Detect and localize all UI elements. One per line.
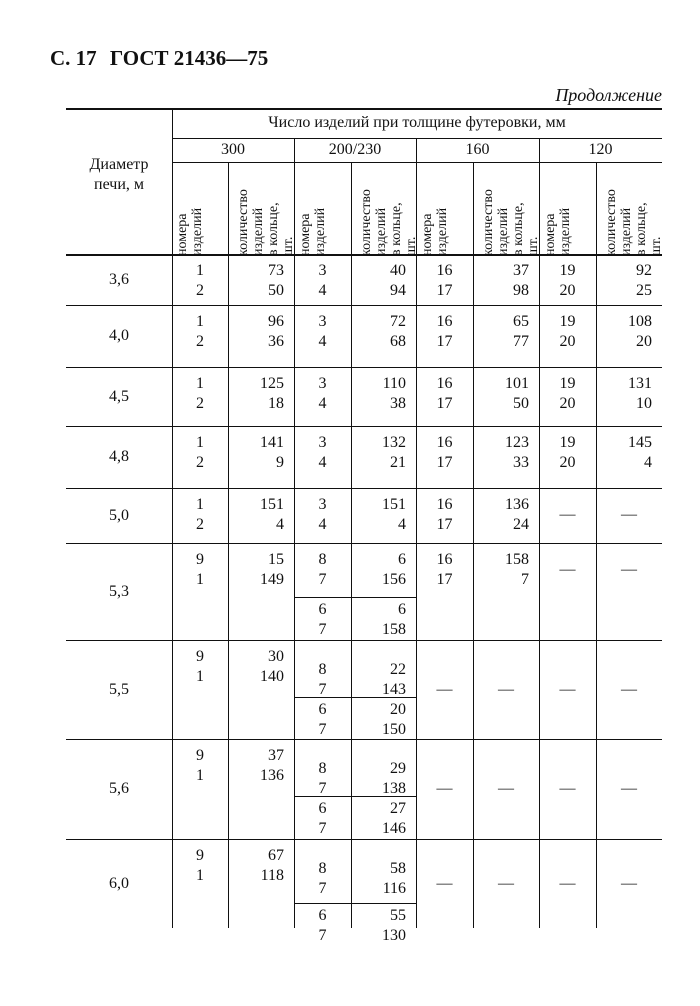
cell-200-numbers-line-2: 4 <box>318 454 327 471</box>
column-header-line: номера <box>175 213 190 256</box>
cell-160-counts-line-1: 158 <box>505 551 529 568</box>
cell-160-counts-line-2: 50 <box>513 395 529 412</box>
column-header-item-numbers <box>543 160 593 256</box>
cell-200-alt-numbers-line-2: 7 <box>318 927 327 944</box>
cell-120-numbers-line-2: 20 <box>559 454 576 471</box>
column-header-line: изделий <box>619 207 634 256</box>
cell-200-numbers-line-2: 4 <box>318 516 327 533</box>
cell-300-numbers-line-1: 1 <box>196 262 204 279</box>
sub-row-separator <box>294 697 416 698</box>
cell-300-counts-line-1: 67 <box>268 847 284 864</box>
page-header <box>50 46 268 71</box>
cell-300-counts-line-1: 151 <box>260 496 284 513</box>
thickness-header-200-230: 200/230 <box>328 141 382 158</box>
cell-120-numbers-line-2: 20 <box>559 333 576 350</box>
diameter-5-3: 5,3 <box>109 582 129 600</box>
empty-cell-dash: — <box>559 506 576 523</box>
cell-300-counts-line-2: 18 <box>268 395 284 412</box>
cell-300-counts-line-2: 36 <box>268 333 284 350</box>
cell-200-alt-numbers-line-1: 6 <box>318 907 327 924</box>
cell-200-numbers-line-2: 4 <box>318 282 327 299</box>
empty-cell-dash: — <box>498 680 514 698</box>
cell-200-counts-line-2: 21 <box>390 454 406 471</box>
column-header-line: шт. <box>281 236 296 256</box>
cell-120-counts-line-2: 4 <box>644 454 652 471</box>
thickness-header-160: 160 <box>465 141 490 158</box>
table-top-rule <box>66 108 662 110</box>
cell-200-numbers-line-1: 3 <box>318 434 327 451</box>
cell-300-numbers-line-1: 9 <box>196 747 204 764</box>
cell-200-alt-counts-line-2: 158 <box>382 621 406 638</box>
cell-300-numbers-line-2: 1 <box>196 767 204 784</box>
cell-160-numbers-line-2: 17 <box>436 516 453 533</box>
cell-200-numbers-line-2: 7 <box>318 571 327 588</box>
cell-200-numbers-line-1: 3 <box>318 262 327 279</box>
cell-200-alt-counts-line-1: 20 <box>390 701 406 718</box>
cell-200-numbers-line-1: 8 <box>318 661 327 678</box>
column-header-line: изделий <box>251 207 266 256</box>
empty-cell-dash: — <box>436 874 453 892</box>
cell-200-alt-counts-line-2: 146 <box>382 820 406 837</box>
cell-300-counts-line-1: 30 <box>268 648 284 665</box>
column-header-line: изделий <box>373 207 389 256</box>
cell-120-counts-line-2: 25 <box>636 282 652 299</box>
cell-120-numbers-line-1: 19 <box>559 313 576 330</box>
diameter-4-8: 4,8 <box>109 448 129 465</box>
cell-300-counts-line-2: 4 <box>276 516 284 533</box>
cell-120-numbers-line-1: 19 <box>559 434 576 451</box>
continuation-label: Продолжение <box>555 85 662 105</box>
cell-200-numbers-line-2: 7 <box>318 780 327 797</box>
cell-200-numbers-line-2: 4 <box>318 395 327 412</box>
cell-160-numbers-line-1: 16 <box>436 262 453 279</box>
empty-cell-dash: — <box>559 874 576 892</box>
standard-code: ГОСТ 21436—75 <box>109 46 269 70</box>
cell-160-numbers-line-1: 16 <box>436 375 453 392</box>
column-header-item-numbers <box>175 160 225 256</box>
cell-160-numbers-line-2: 17 <box>436 395 453 412</box>
cell-300-counts-line-2: 149 <box>260 571 284 588</box>
diameter-4-0: 4,0 <box>109 327 129 344</box>
cell-200-alt-numbers-line-1: 6 <box>318 800 327 817</box>
cell-160-counts-line-1: 123 <box>505 434 529 451</box>
cell-200-numbers-line-2: 4 <box>318 333 327 350</box>
cell-200-numbers-line-2: 7 <box>318 681 327 698</box>
column-header-line: номера <box>419 213 435 256</box>
cell-160-numbers-line-2: 17 <box>436 333 453 350</box>
cell-300-numbers-line-1: 1 <box>196 496 204 513</box>
cell-200-counts-line-1: 132 <box>382 434 406 451</box>
column-header-line: изделий <box>312 207 328 256</box>
cell-160-numbers-line-1: 16 <box>436 313 453 330</box>
column-header-item-numbers <box>420 160 470 256</box>
cell-300-counts-line-2: 136 <box>260 767 284 784</box>
cell-200-counts-line-1: 110 <box>382 375 406 392</box>
cell-200-counts-line-2: 68 <box>390 333 406 350</box>
cell-200-alt-counts-line-2: 130 <box>382 927 406 944</box>
empty-cell-dash: — <box>559 680 576 698</box>
cell-300-numbers-line-2: 2 <box>196 282 204 299</box>
cell-300-numbers-line-1: 9 <box>196 648 204 665</box>
diameter-5-5: 5,5 <box>109 680 129 698</box>
empty-cell-dash: — <box>436 680 453 698</box>
empty-cell-dash: — <box>621 506 637 523</box>
cell-200-counts-line-1: 72 <box>390 313 406 330</box>
cell-200-counts-line-1: 58 <box>390 860 406 877</box>
cell-200-counts-line-2: 138 <box>382 780 406 797</box>
cell-160-numbers-line-2: 17 <box>436 454 453 471</box>
row-separator <box>66 367 662 368</box>
cell-300-numbers-line-2: 1 <box>196 867 204 884</box>
cell-160-counts-line-2: 98 <box>513 282 529 299</box>
column-header-item-count <box>481 160 541 256</box>
cell-200-numbers-line-1: 3 <box>318 375 327 392</box>
cell-200-counts-line-1: 29 <box>390 760 406 777</box>
cell-200-numbers-line-1: 3 <box>318 313 327 330</box>
column-header-line: изделий <box>190 207 205 256</box>
cell-300-numbers-line-2: 2 <box>196 333 204 350</box>
column-header-item-count <box>236 160 296 256</box>
diameter-header-line-2: печи, м <box>94 176 144 193</box>
cell-160-numbers-line-1: 16 <box>436 551 453 568</box>
cell-120-counts-line-2: 20 <box>636 333 652 350</box>
col-divider <box>539 138 540 928</box>
cell-120-numbers-line-2: 20 <box>559 282 576 299</box>
column-header-line: изделий <box>496 207 511 256</box>
sub-row-separator <box>294 597 416 598</box>
cell-300-counts-line-1: 96 <box>268 313 284 330</box>
cell-200-alt-numbers-line-2: 7 <box>318 621 327 638</box>
diameter-header-line-1: Диаметр <box>89 156 149 173</box>
empty-cell-dash: — <box>621 780 637 797</box>
cell-120-counts-line-2: 10 <box>636 395 652 412</box>
empty-cell-dash: — <box>498 780 514 797</box>
empty-cell-dash: — <box>559 780 576 797</box>
column-header-line: в кольце, <box>634 202 649 256</box>
cell-300-counts-line-2: 140 <box>260 668 284 685</box>
cell-120-counts-line-1: 92 <box>636 262 652 279</box>
column-header-line: в кольце, <box>388 202 404 256</box>
cell-300-numbers-line-1: 1 <box>196 375 204 392</box>
thickness-header-120: 120 <box>588 141 613 158</box>
cell-160-numbers-line-1: 16 <box>436 434 453 451</box>
cell-200-counts-line-2: 143 <box>382 681 406 698</box>
column-header-item-numbers <box>298 160 348 256</box>
column-header-item-count <box>604 160 664 256</box>
cell-300-numbers-line-2: 2 <box>196 454 204 471</box>
cell-200-counts-line-1: 6 <box>398 551 406 568</box>
cell-300-counts-line-1: 125 <box>260 375 284 392</box>
cell-300-numbers-line-2: 2 <box>196 395 204 412</box>
sub-row-separator <box>294 796 416 797</box>
data-table <box>66 108 664 944</box>
page-number: С. 17 <box>50 46 97 70</box>
column-header-line: номера <box>297 213 313 256</box>
cell-160-counts-line-2: 33 <box>513 454 529 471</box>
column-header-line: количество <box>604 189 619 256</box>
cell-200-numbers-line-1: 8 <box>318 860 327 877</box>
cell-160-numbers-line-1: 16 <box>436 496 453 513</box>
column-header-line: изделий <box>434 207 450 256</box>
column-header-line: в кольце, <box>266 202 281 256</box>
cell-200-counts-line-2: 116 <box>382 880 406 897</box>
column-header-line: шт. <box>403 236 419 256</box>
empty-cell-dash: — <box>621 874 637 892</box>
row-separator <box>66 488 662 489</box>
cell-200-alt-numbers-line-1: 6 <box>318 601 327 618</box>
cell-200-alt-numbers-line-1: 6 <box>318 701 327 718</box>
cell-300-counts-line-1: 15 <box>268 551 284 568</box>
cell-300-counts-line-2: 9 <box>276 454 284 471</box>
column-header-line: шт. <box>526 236 541 256</box>
cell-300-numbers-line-1: 9 <box>196 551 204 568</box>
cell-160-counts-line-1: 136 <box>505 496 529 513</box>
cell-300-counts-line-2: 50 <box>268 282 284 299</box>
cell-200-counts-line-1: 22 <box>390 661 406 678</box>
group-header: Число изделий при толщине футеровки, мм <box>268 114 566 131</box>
cell-200-counts-line-1: 151 <box>382 496 406 513</box>
cell-160-counts-line-2: 7 <box>521 571 529 588</box>
empty-cell-dash: — <box>621 680 637 698</box>
column-header-line: количество <box>481 189 496 256</box>
row-separator <box>66 305 662 306</box>
empty-cell-dash: — <box>436 780 453 797</box>
column-header-line: изделий <box>557 207 573 256</box>
column-header-line: количество <box>358 189 374 256</box>
cell-160-counts-line-2: 77 <box>513 333 529 350</box>
cell-200-counts-line-2: 156 <box>382 571 406 588</box>
cell-160-counts-line-1: 37 <box>513 262 529 279</box>
cell-120-counts-line-1: 108 <box>628 313 652 330</box>
empty-cell-dash: — <box>498 874 514 892</box>
diameter-6-0: 6,0 <box>109 874 129 892</box>
diameter-5-6: 5,6 <box>109 780 129 797</box>
cell-300-numbers-line-2: 1 <box>196 668 204 685</box>
cell-200-numbers-line-1: 8 <box>318 760 327 777</box>
empty-cell-dash: — <box>559 561 576 578</box>
diameter-3-6: 3,6 <box>109 270 129 288</box>
cell-200-alt-counts-line-2: 150 <box>382 721 406 738</box>
cell-200-numbers-line-1: 8 <box>318 551 327 568</box>
cell-200-counts-line-2: 4 <box>398 516 406 533</box>
cell-300-numbers-line-2: 2 <box>196 516 204 533</box>
column-header-line: шт. <box>649 236 664 256</box>
cell-300-counts-line-2: 118 <box>260 867 284 884</box>
cell-200-counts-line-1: 40 <box>390 262 406 279</box>
row-separator <box>66 426 662 427</box>
cell-200-counts-line-2: 38 <box>390 395 406 412</box>
column-header-line: в кольце, <box>511 202 526 256</box>
sub-row-separator <box>294 903 416 904</box>
column-header-line: количество <box>236 189 251 256</box>
thickness-header-300: 300 <box>221 141 245 158</box>
cell-200-alt-counts-line-1: 6 <box>398 601 406 618</box>
cell-160-numbers-line-2: 17 <box>436 571 453 588</box>
cell-300-numbers-line-1: 9 <box>196 847 204 864</box>
cell-200-alt-counts-line-1: 55 <box>390 907 406 924</box>
row-separator <box>66 543 662 544</box>
cell-300-counts-line-1: 37 <box>268 747 284 764</box>
diameter-4-5: 4,5 <box>109 387 129 405</box>
cell-200-alt-numbers-line-2: 7 <box>318 820 327 837</box>
cell-120-counts-line-1: 145 <box>628 434 652 451</box>
cell-300-numbers-line-1: 1 <box>196 434 204 451</box>
cell-160-counts-line-1: 65 <box>513 313 529 330</box>
cell-200-counts-line-2: 94 <box>390 282 406 299</box>
cell-300-numbers-line-1: 1 <box>196 313 204 330</box>
cell-200-numbers-line-2: 7 <box>318 880 327 897</box>
cell-120-numbers-line-1: 19 <box>559 375 576 392</box>
cell-300-numbers-line-2: 1 <box>196 571 204 588</box>
empty-cell-dash: — <box>621 561 637 578</box>
cell-160-numbers-line-2: 17 <box>436 282 453 299</box>
cell-300-counts-line-1: 141 <box>260 434 284 451</box>
diameter-5-0: 5,0 <box>109 506 129 524</box>
column-header-item-count <box>358 160 419 256</box>
cell-160-counts-line-1: 101 <box>505 375 529 392</box>
cell-120-counts-line-1: 131 <box>628 375 652 392</box>
cell-300-counts-line-1: 73 <box>268 262 284 279</box>
column-header-line: номера <box>542 213 558 256</box>
cell-200-alt-counts-line-1: 27 <box>390 800 406 817</box>
cell-200-alt-numbers-line-2: 7 <box>318 721 327 738</box>
cell-200-numbers-line-1: 3 <box>318 496 327 513</box>
cell-120-numbers-line-2: 20 <box>559 395 576 412</box>
cell-160-counts-line-2: 24 <box>513 516 529 533</box>
cell-120-numbers-line-1: 19 <box>559 262 576 279</box>
